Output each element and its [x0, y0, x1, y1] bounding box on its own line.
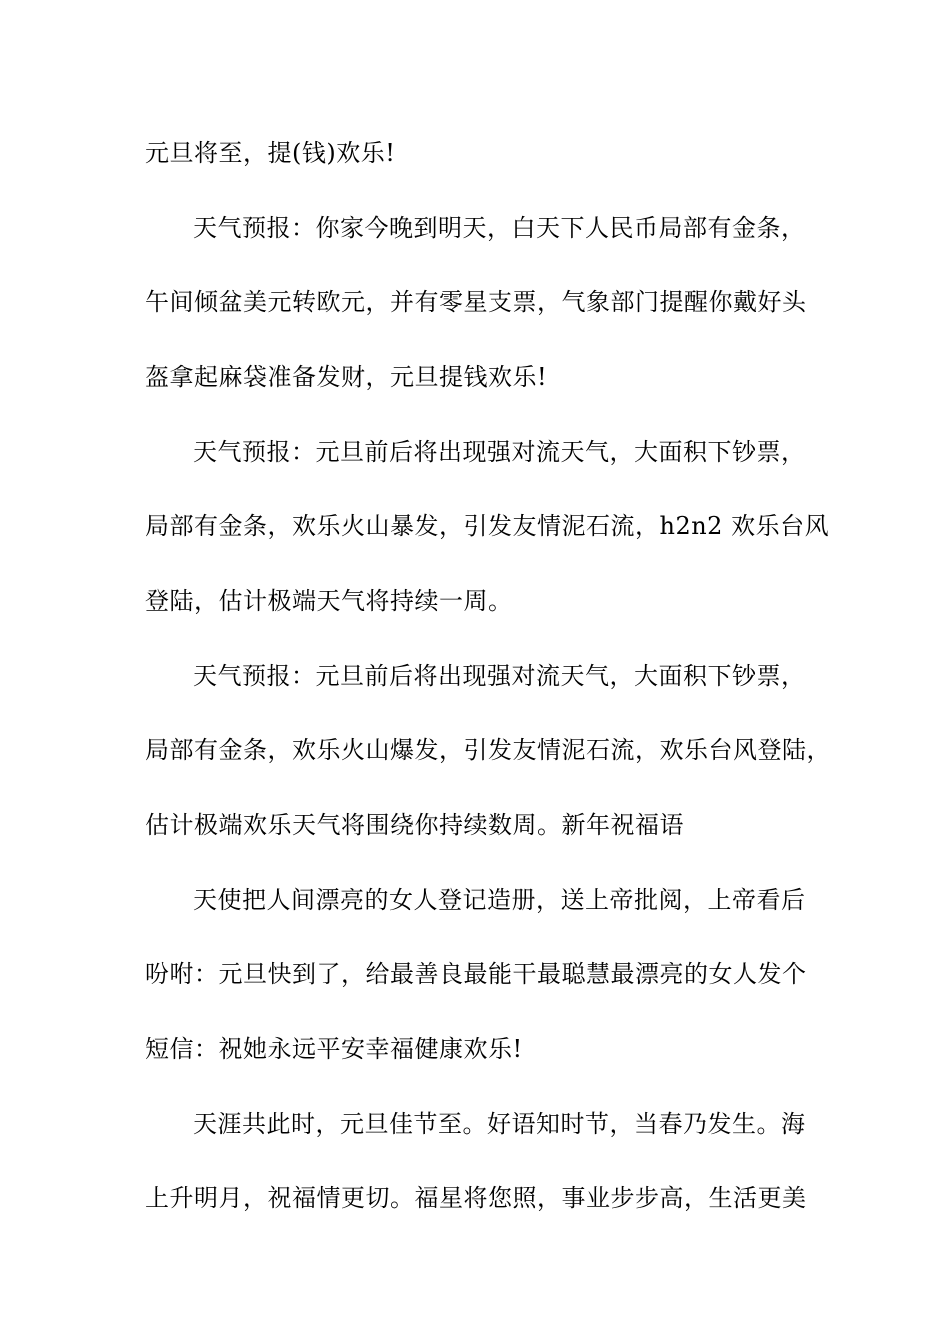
text-line: 盔拿起麻袋准备发财，元旦提钱欢乐! [145, 363, 548, 391]
paragraph-start-line: 天气预报：元旦前后将出现强对流天气，大面积下钞票， [193, 662, 806, 690]
paragraph-start-line: 天气预报：元旦前后将出现强对流天气，大面积下钞票， [193, 438, 806, 466]
text-line: 登陆，估计极端天气将持续一周。 [145, 587, 513, 615]
paragraph-start-line: 天使把人间漂亮的女人登记造册，送上帝批阅，上帝看后 [193, 886, 806, 914]
text-line: 局部有金条，欢乐火山爆发，引发友情泥石流，欢乐台风登陆， [145, 736, 831, 764]
text-line: 上升明月，祝福情更切。福星将您照，事业步步高，生活更美 [145, 1184, 807, 1212]
text-line: 短信：祝她永远平安幸福健康欢乐! [145, 1035, 523, 1063]
paragraph-start-line: 天气预报：你家今晚到明天，白天下人民币局部有金条， [193, 214, 806, 242]
text-line: 元旦将至，提(钱)欢乐! [145, 139, 396, 167]
paragraph-start-line: 天涯共此时，元旦佳节至。好语知时节，当春乃发生。海 [193, 1110, 806, 1138]
text-line: 局部有金条，欢乐火山暴发，引发友情泥石流，h2n2 欢乐台风 [145, 512, 830, 540]
text-line: 午间倾盆美元转欧元，并有零星支票，气象部门提醒你戴好头 [145, 288, 807, 316]
text-line: 吩咐：元旦快到了，给最善良最能干最聪慧最漂亮的女人发个 [145, 960, 807, 988]
text-line: 估计极端欢乐天气将围绕你持续数周。新年祝福语 [145, 811, 684, 839]
